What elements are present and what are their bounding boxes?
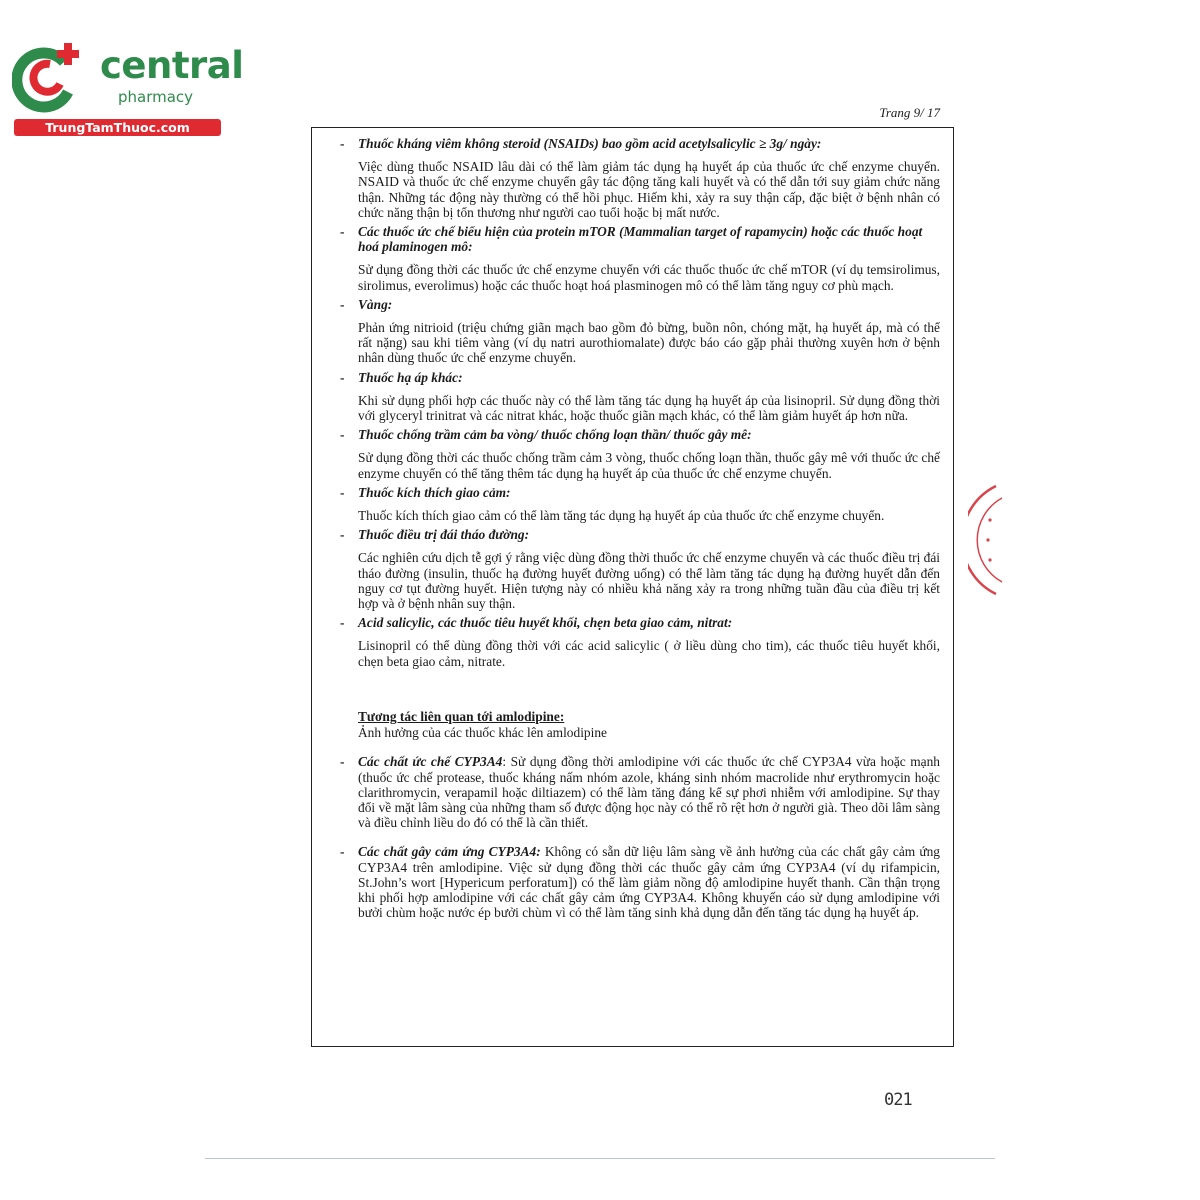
bullet-dash: - — [340, 615, 345, 631]
item-heading: Vàng: — [358, 296, 393, 312]
interaction-item — [330, 370, 940, 424]
document-content — [330, 136, 940, 934]
page-number: Trang 9/ 17 — [879, 105, 940, 120]
bullet-dash: - — [340, 844, 345, 860]
item-heading: Thuốc kích thích giao cảm: — [358, 484, 511, 500]
item-heading: Thuốc kháng viêm không steroid (NSAIDs) bao gồm acid acetylsalicylic ≥ 3g/ ngày: — [358, 136, 822, 151]
bottom-divider — [205, 1158, 995, 1159]
logo-title: central — [100, 44, 244, 87]
inline-interaction-item — [330, 754, 940, 830]
bullet-dash: - — [340, 369, 345, 385]
item-body: Các nghiên cứu dịch tễ gợi ý rằng việc dùng đồng thời thuốc ức chế enzyme chuyển và các thuốc điều trị đái tháo đường (insulin, thuốc hạ đường huyết đường uống) có thể làm tăng tác dụng hạ đường huyết dẫn đến nguy cơ tụt đường huyết. Hiện tượng này có nhiều khả năng xảy ra trong những tuần đầu của điều trị kết hợp và ở bệnh nhân suy thận. — [358, 550, 940, 612]
section-title: Tương tác liên quan tới amlodipine: — [358, 708, 565, 724]
section-subtitle: Ảnh hưởng của các thuốc khác lên amlodipine — [358, 725, 607, 741]
item-body: Sử dụng đồng thời các thuốc ức chế enzyme chuyển với các thuốc thuốc ức chế mTOR (ví dụ temsirolimus, sirolimus, everolimus) hoặc các thuốc hoạt hoá plasminogen mô có thể làm tăng nguy cơ phù mạch. — [358, 262, 940, 293]
inline-item-text: : Sử dụng đồng thời amlodipine với các thuốc ức chế CYP3A4 vừa hoặc mạnh (thuốc ức chế protease, thuốc kháng nấm nhóm azole, kháng sinh nhóm macrolide như erythromycin hoặc clarithromycin, verapamil hoặc diltiazem) có thể làm tăng đáng kể sự phơi nhiễm với amlodipine. Sự thay đổi về mặt lâm sàng của những tham số được động học này có thể rõ rệt hơn ở người già. Theo dõi lâm sàng và điều chỉnh liều do đó có thể là cần thiết. — [358, 754, 940, 831]
inline-item-text: Không có sẵn dữ liệu lâm sàng về ảnh hưởng của các chất gây cảm ứng CYP3A4 trên amlodipine. Việc sử dụng đồng thời các thuốc gây cảm ứng CYP3A4 (ví dụ rifampicin, St.John’s wort [Hypericum perforatum]) có thể làm giảm nồng độ amlodipine huyết thanh. Cần thận trọng khi phối hợp amlodipine với các chất gây cảm ứng CYP3A4. Không khuyến cáo sử dụng amlodipine với bưởi chùm hoặc nước ép bưởi chùm vì có thể làm tăng sinh khả dụng dẫn đến tăng tác dụng hạ huyết áp. — [358, 844, 940, 921]
interaction-item — [330, 527, 940, 611]
item-body: Khi sử dụng phối hợp các thuốc này có thể làm tăng tác dụng hạ huyết áp của lisinopril. Sử dụng đồng thời với glyceryl trinitrat và các nitrat khác, hoặc thuốc giãn mạch khác, có thể làm giảm huyết áp hơn nữa. — [358, 392, 940, 424]
bullet-dash: - — [340, 224, 345, 240]
item-body: Lisinopril có thể dùng đồng thời với các acid salicylic ( ở liều dùng cho tim), các thuốc tiêu huyết khối, chẹn beta giao cảm, nitrate. — [358, 638, 940, 669]
item-body: Thuốc kích thích giao cảm có thể làm tăng tác dụng hạ huyết áp của thuốc ức chế enzyme chuyển. — [358, 508, 885, 524]
item-heading: Các thuốc ức chế biểu hiện của protein mTOR (Mammalian target of rapamycin) hoặc các thuốc hoạt hoá plaminogen mô: — [358, 224, 923, 255]
interaction-item — [330, 427, 940, 481]
interaction-item — [330, 615, 940, 669]
bullet-dash: - — [340, 754, 345, 770]
item-body: Phản ứng nitrioid (triệu chứng giãn mạch bao gồm đỏ bừng, buồn nôn, chóng mặt, hạ huyết áp, mà có thể rất nặng) sau khi tiêm vàng (ví dụ natri aurothiomalate) được báo cáo gặp phải thường xuyên hơn ở bệnh nhân dùng thuốc ức chế enzyme chuyển. — [358, 320, 940, 366]
partial-stamp-icon — [968, 480, 1008, 600]
inline-interaction-item — [330, 844, 940, 920]
item-body: Sử dụng đồng thời các thuốc chống trầm cảm 3 vòng, thuốc chống loạn thần, thuốc gây mê với thuốc ức chế enzyme chuyển có thể tăng thêm tác dụng hạ huyết áp của thuốc ức chế enzyme chuyển. — [358, 450, 940, 481]
bullet-dash: - — [340, 136, 345, 151]
handwritten-page-number: 021 — [884, 1090, 912, 1110]
bullet-dash: - — [340, 484, 345, 500]
item-heading: Thuốc điều trị đái tháo đường: — [358, 527, 530, 543]
item-body: Việc dùng thuốc NSAID lâu dài có thể làm giảm tác dụng hạ huyết áp của thuốc ức chế enzyme chuyển. NSAID và thuốc ức chế enzyme chuyển gây tác động tăng kali huyết và có thể dẫn tới suy giảm chức năng thận. Những tác động này thường có thể hồi phục. Hiếm khi, xảy ra suy thận cấp, đặc biệt ở bệnh nhân có chức năng thận bị tổn thương như người cao tuổi hoặc bị mất nước. — [358, 159, 940, 220]
logo-site-banner: TrungTamThuoc.com — [14, 119, 221, 136]
bullet-dash: - — [340, 527, 345, 543]
logo-subtitle: pharmacy — [118, 88, 194, 106]
item-heading: Thuốc hạ áp khác: — [358, 369, 463, 385]
item-heading: Acid salicylic, các thuốc tiêu huyết khối, chẹn beta giao cảm, nitrat: — [358, 615, 733, 631]
item-heading: Thuốc chống trầm cảm ba vòng/ thuốc chống loạn thần/ thuốc gây mê: — [358, 427, 752, 443]
inline-item-label: Các chất ức chế CYP3A4 — [358, 754, 503, 770]
interaction-item — [330, 224, 940, 293]
inline-item-label: Các chất gây cảm ứng CYP3A4: — [358, 844, 541, 860]
interaction-item — [330, 136, 940, 220]
pharmacy-cross-icon — [12, 40, 88, 116]
central-pharmacy-logo[interactable] — [12, 40, 244, 140]
bullet-dash: - — [340, 296, 345, 312]
interaction-item — [330, 297, 940, 366]
interaction-item — [330, 485, 940, 523]
bullet-dash: - — [340, 427, 345, 443]
